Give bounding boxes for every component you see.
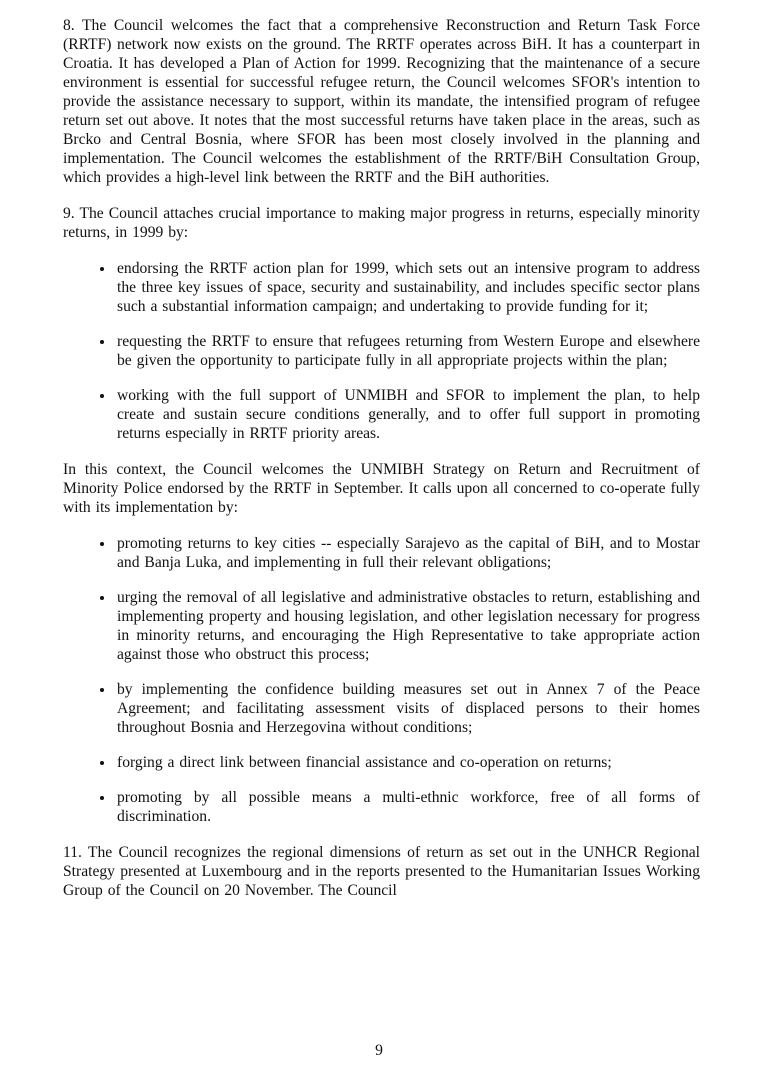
bullet-list-returns-1999 [63,259,700,443]
paragraph-8: 8. The Council welcomes the fact that a comprehensive Reconstruction and Return Task Force (RRTF) network now exists on the ground. The RRTF operates across BiH. It has a counterpart in Croatia. It has developed a Plan of Action for 1999. Recognizing that the maintenance of a secure environment is essential for successful refugee return, the Council welcomes SFOR's intention to provide the assistance necessary to support, within its mandate, the intensified program of refugee return set out above. It notes that the most successful returns have taken place in the areas, such as Brcko and Central Bosnia, where SFOR has been most closely involved in the planning and implementation. The Council welcomes the establishment of the RRTF/BiH Consultation Group, which provides a high-level link between the RRTF and the BiH authorities. [63,17,700,186]
bullet-item-forging-link: • forging a direct link between financial assistance and co-operation on returns; [115,753,700,772]
bullet-item-urging-removal: • urging the removal of all legislative and administrative obstacles to return, establishing and implementing property and housing legislation, and other legislation necessary for progress in minority returns, and encouraging the High Representative to take appropriate action against those who obstruct this process; [115,588,700,664]
bullet-list-implementation [63,534,700,826]
paragraph-context: In this context, the Council welcomes the UNMIBH Strategy on Return and Recruitment of Minority Police endorsed by the RRTF in September. It calls upon all concerned to co-operate fully with its implementation by: [63,461,700,516]
bullet-item-endorsing: • endorsing the RRTF action plan for 1999, which sets out an intensive program to address the three key issues of space, security and sustainability, and includes specific sector plans such a substantial information campaign; and undertaking to provide funding for it; [115,259,700,316]
bullet-item-requesting: • requesting the RRTF to ensure that refugees returning from Western Europe and elsewhere be given the opportunity to participate fully in all appropriate projects within the plan; [115,332,700,370]
bullet-item-working: • working with the full support of UNMIBH and SFOR to implement the plan, to help create and sustain secure conditions generally, and to offer full support in promoting returns especially in RRTF priority areas. [115,386,700,443]
page-number: 9 [375,1042,383,1059]
bullet-item-confidence-measures: • by implementing the confidence building measures set out in Annex 7 of the Peace Agreement; and facilitating assessment visits of displaced persons to their homes throughout Bosnia and Herzegovina without conditions; [115,680,700,737]
bullet-item-multi-ethnic-workforce: • promoting by all possible means a multi-ethnic workforce, free of all forms of discrimination. [115,788,700,826]
paragraph-9-intro: 9. The Council attaches crucial importance to making major progress in returns, especially minority returns, in 1999 by: [63,205,700,241]
bullet-item-promoting-returns: • promoting returns to key cities -- especially Sarajevo as the capital of BiH, and to Mostar and Banja Luka, and implementing in full their relevant obligations; [115,534,700,572]
paragraph-11: 11. The Council recognizes the regional dimensions of return as set out in the UNHCR Regional Strategy presented at Luxembourg and in the reports presented to the Humanitarian Issues Working Group of the Council on 20 November. The Council [63,844,700,899]
